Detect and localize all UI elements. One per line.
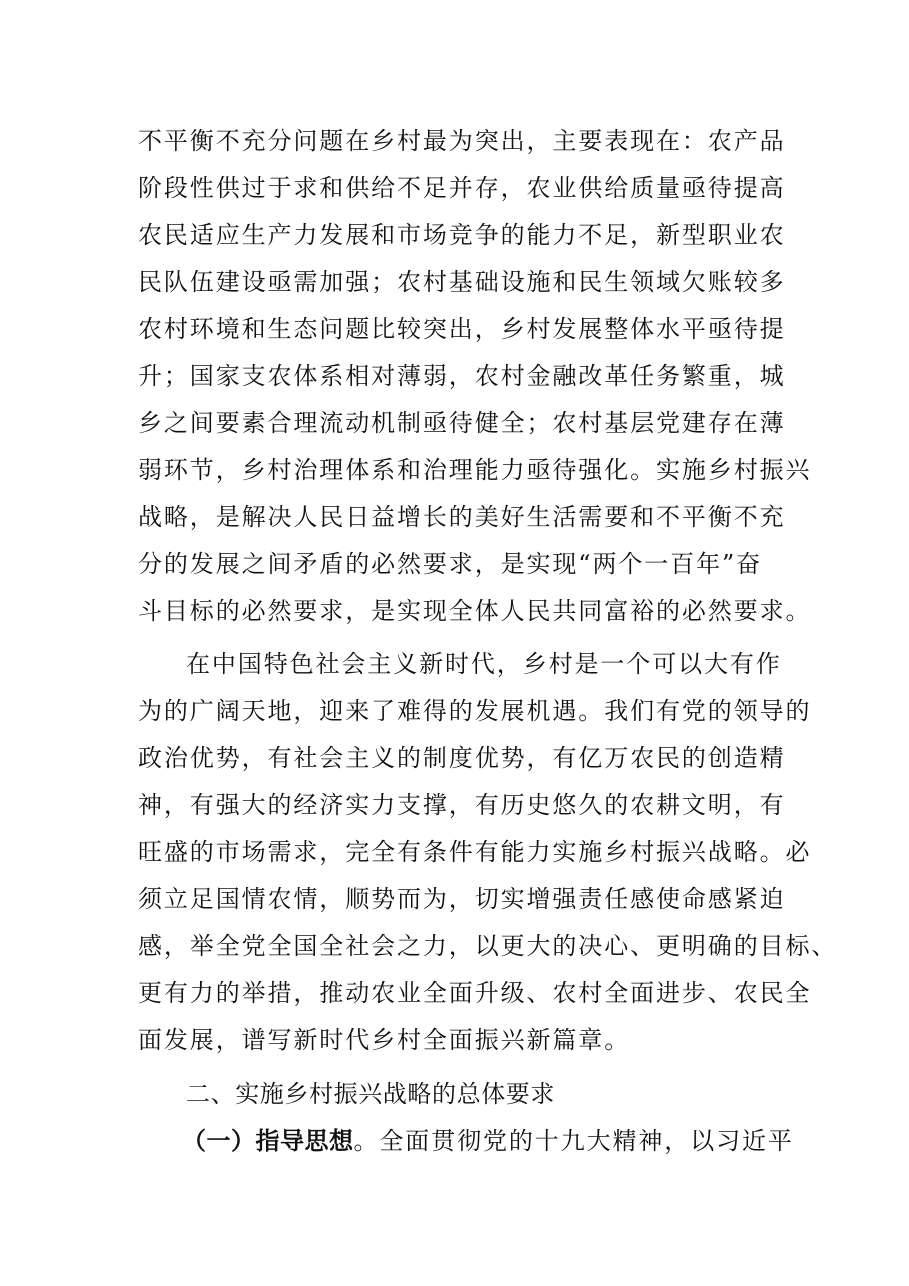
text-line: 在中国特色社会主义新时代，乡村是一个可以大有作	[186, 650, 782, 678]
text-line: 政治优势，有社会主义的制度优势，有亿万农民的创造精	[138, 744, 786, 772]
text-line: 为的广阔天地，迎来了难得的发展机遇。我们有党的领导的	[138, 697, 812, 725]
text-line: 分的发展之间矛盾的必然要求，是实现“两个一百年”奋	[138, 550, 763, 578]
text-line: 面发展，谱写新时代乡村全面振兴新篇章。	[138, 1026, 631, 1054]
text-line: 战略，是解决人民日益增长的美好生活需要和不平衡不充	[138, 503, 786, 531]
text-line: 感，举全党全国全社会之力，以更大的决心、更明确的目标、	[138, 932, 838, 960]
subsection-label: （一）指导思想	[182, 1127, 354, 1155]
text-line: 神，有强大的经济实力支撑，有历史悠久的农耕文明，有	[138, 791, 786, 819]
text-line: 阶段性供过于求和供给不足并存，农业供给质量亟待提高	[138, 174, 786, 202]
text-line: 更有力的举措，推动农业全面升级、农村全面进步、农民全	[138, 979, 812, 1007]
text-line: 农村环境和生态问题比较突出，乡村发展整体水平亟待提	[138, 315, 786, 343]
subsection-line	[182, 1124, 794, 1158]
text-line: 升；国家支农体系相对薄弱，农村金融改革任务繁重，城	[138, 362, 786, 390]
section-heading: 二、实施乡村振兴战略的总体要求	[186, 1080, 555, 1108]
text-line: 不平衡不充分问题在乡村最为突出，主要表现在：农产品	[138, 127, 786, 155]
text-line: 须立足国情农情，顺势而为，切实增强责任感使命感紧迫	[138, 885, 786, 913]
text-line: 旺盛的市场需求，完全有条件有能力实施乡村振兴战略。必	[138, 838, 812, 866]
text-line: 乡之间要素合理流动机制亟待健全；农村基层党建存在薄	[138, 409, 786, 437]
text-line: 弱环节，乡村治理体系和治理能力亟待强化。实施乡村振兴	[138, 456, 812, 484]
subsection-text: 。全面贯彻党的十九大精神，以习近平	[353, 1127, 794, 1155]
text-line: 农民适应生产力发展和市场竞争的能力不足，新型职业农	[138, 221, 786, 249]
text-line: 民队伍建设亟需加强；农村基础设施和民生领域欠账较多	[138, 268, 786, 296]
text-line: 斗目标的必然要求，是实现全体人民共同富裕的必然要求。	[138, 597, 812, 625]
